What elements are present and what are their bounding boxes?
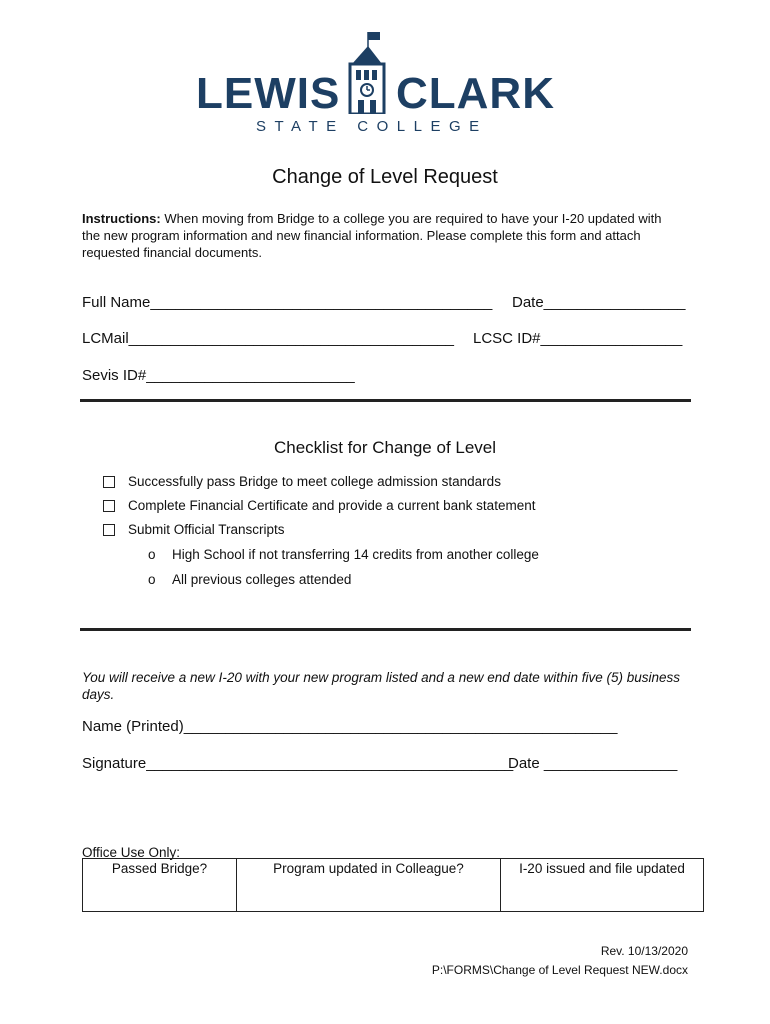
bullet-icon: o	[148, 547, 156, 562]
checkbox-icon[interactable]	[103, 500, 115, 512]
subitem-label: All previous colleges attended	[172, 572, 352, 587]
office-use-label: Office Use Only:	[82, 845, 181, 860]
sevis-id-field[interactable]: Sevis ID#_________________________	[82, 367, 355, 384]
lcmail-field[interactable]: LCMail_______________________________________	[82, 330, 455, 347]
checklist-subitem	[148, 547, 539, 562]
checkbox-icon[interactable]	[103, 524, 115, 536]
file-path: P:\FORMS\Change of Level Request NEW.docx	[431, 963, 688, 977]
checklist-title: Checklist for Change of Level	[273, 438, 497, 457]
checklist-item[interactable]	[103, 498, 535, 513]
divider-1	[80, 399, 691, 402]
checklist-item[interactable]	[103, 474, 501, 489]
date-field[interactable]: Date_________________	[512, 294, 686, 311]
bullet-icon: o	[148, 572, 156, 587]
checkbox-icon[interactable]	[103, 476, 115, 488]
logo-subtitle: STATE COLLEGE	[256, 118, 488, 135]
divider-2	[80, 628, 691, 631]
subitem-label: High School if not transferring 14 credits from another college	[172, 547, 539, 562]
signature-field[interactable]: Signature____________________________________________	[82, 755, 514, 772]
logo-word-lewis: LEWIS	[196, 69, 341, 118]
office-cell-program-updated: Program updated in Colleague?	[237, 859, 501, 912]
checklist-item-label: Successfully pass Bridge to meet college admission standards	[128, 474, 501, 489]
checklist-item-label: Complete Financial Certificate and provide a current bank statement	[128, 498, 536, 513]
revision-date: Rev. 10/13/2020	[600, 944, 688, 958]
logo-word-clark: CLARK	[396, 69, 555, 118]
footer	[432, 942, 688, 980]
checklist-item[interactable]	[103, 522, 285, 537]
checklist-subitem	[148, 572, 351, 587]
office-cell-i20-issued: I-20 issued and file updated	[501, 859, 704, 912]
page-title: Change of Level Request	[272, 166, 498, 188]
name-printed-field[interactable]: Name (Printed)____________________________________________________	[82, 718, 618, 735]
instructions-text: When moving from Bridge to a college you are required to have your I-20 updated with the new program information and new financial information. Please complete this form and attach requested financial documents.	[82, 211, 662, 260]
college-logo	[190, 30, 560, 140]
checklist-item-label: Submit Official Transcripts	[128, 522, 285, 537]
notice-text: You will receive a new I-20 with your new program listed and a new end date within five (5) business days.	[82, 670, 681, 702]
instructions	[82, 210, 682, 261]
lcsc-id-field[interactable]: LCSC ID#_________________	[473, 330, 683, 347]
clock-tower-icon	[338, 30, 392, 114]
instructions-label: Instructions:	[82, 211, 161, 226]
full-name-field[interactable]: Full Name_________________________________________	[82, 294, 493, 311]
signature-date-field[interactable]: Date ________________	[508, 755, 678, 772]
office-cell-passed-bridge: Passed Bridge?	[83, 859, 237, 912]
office-use-table	[82, 858, 704, 912]
